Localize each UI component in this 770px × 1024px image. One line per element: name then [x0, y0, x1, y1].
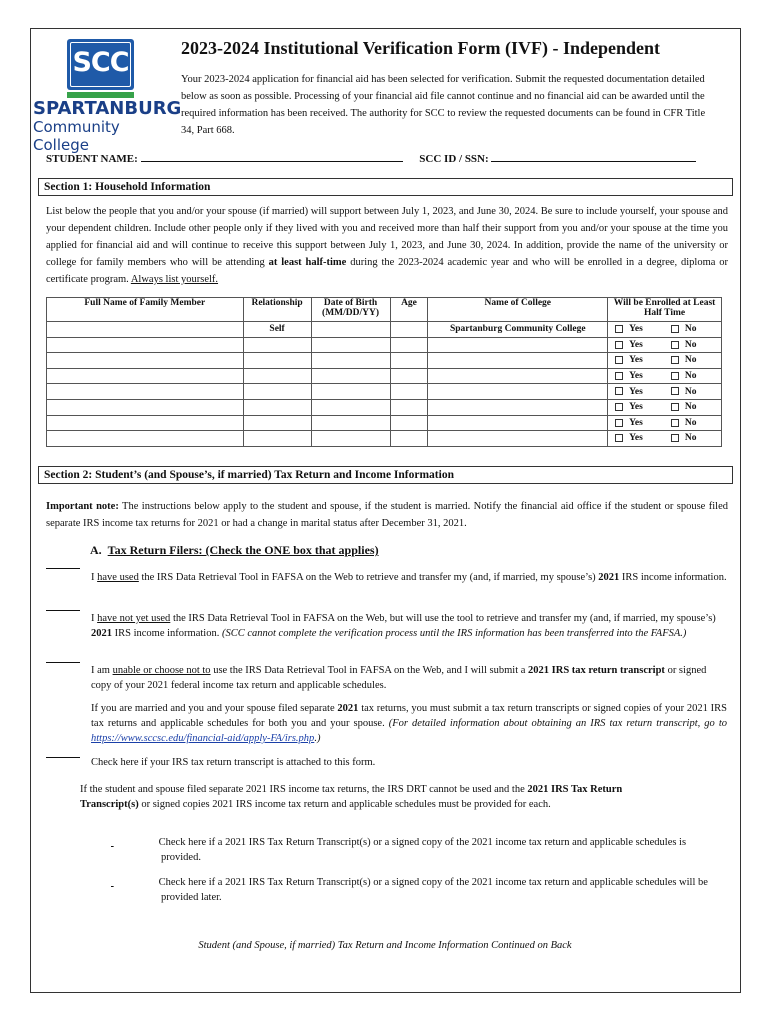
attached-text: Check here if your IRS tax return transcript is attached to this form. [91, 757, 376, 768]
important-note: Important note: The instructions below apply to the student and spouse, if the student is married. Notify the financial aid office if the student or spouse filed separate IRS income tax returns for 2021 or had a change in marital status after December 31, 2021. [46, 501, 728, 529]
yes-checkbox[interactable] [615, 341, 623, 349]
provided-blank[interactable] [136, 835, 156, 850]
col-enrolled: Will be Enrolled at Least Half Time [608, 298, 722, 322]
option2-text: I have not yet used the IRS Data Retrieval Tool in FAFSA on the Web, but will use the tool to retrieve and transfer my (and, if married, my spouse’s) 2021 IRS income information. (SCC cannot complete the verification process until the IRS information has been transferred into the FAFSA.) [91, 613, 716, 639]
attached-blank[interactable] [46, 757, 80, 758]
col-age: Age [390, 298, 428, 322]
continued-footer: Student (and Spouse, if married) Tax Return and Income Information Continued on Back [198, 940, 572, 951]
option1-text: I have used the IRS Data Retrieval Tool in FAFSA on the Web to retrieve and transfer my (and, if married, my spouse’s) 2021 IRS income information. [91, 572, 727, 583]
yes-checkbox[interactable] [615, 403, 623, 411]
option3-text: I am unable or choose not to use the IRS Data Retrieval Tool in FAFSA on the Web, and I will submit a 2021 IRS tax return transcript or signed copy of your 2021 federal income tax return and applicable schedules. [91, 665, 707, 691]
section1-heading: Section 1: Household Information [38, 178, 733, 196]
scc-id-field[interactable] [491, 150, 696, 162]
household-table [46, 297, 722, 447]
table-row: Yes No [47, 399, 722, 415]
option1-blank[interactable] [46, 568, 80, 569]
no-checkbox[interactable] [671, 403, 679, 411]
option3-blank[interactable] [46, 662, 80, 663]
yes-checkbox[interactable] [615, 387, 623, 395]
no-checkbox[interactable] [671, 325, 679, 333]
col-full-name: Full Name of Family Member [47, 298, 244, 322]
provided-text: Check here if a 2021 IRS Tax Return Transcript(s) or a signed copy of the 2021 income tax return and applicable schedules is provided. [136, 835, 726, 865]
yes-checkbox[interactable] [615, 372, 623, 380]
irs-transcript-link[interactable]: https://www.sccsc.edu/financial-aid/apply-FA/irs.php [91, 733, 315, 744]
table-row: Yes No [47, 353, 722, 369]
later-blank[interactable] [136, 875, 156, 890]
scc-logo: SCC SPARTANBURG Community College [33, 36, 179, 136]
yes-checkbox[interactable] [615, 419, 623, 427]
col-college: Name of College [428, 298, 608, 322]
intro-paragraph: Your 2023-2024 application for financial aid has been selected for verification. Submit the requested documentation detailed below as soon as possible. Processing of your financial aid file cannot continue and no financial aid can be awarded until the required information has been received. The authority for SCC to review the requested documents can be found in CFR Title 34, Part 668. [181, 74, 706, 136]
no-checkbox[interactable] [671, 372, 679, 380]
table-row: Yes No [47, 431, 722, 447]
later-text: Check here if a 2021 IRS Tax Return Transcript(s) or a signed copy of the 2021 income tax return and applicable schedules will be provided later. [136, 875, 726, 905]
table-row: Yes No [47, 384, 722, 400]
household-instructions: List below the people that you and/or your spouse (if married) will support between July 1, 2023, and June 30, 2024. Be sure to include yourself, your spouse and your dependent children. Include other people only if they lived with you and received more than half their support from you and/or your spouse at the time you applied for financial aid and will continue to receive this support between July 1, 2023, and June 30, 2024. In addition, provide the name of the university or college for family members who will be attending at least half-time during the 2023-2024 academic year and who will be enrolled in a degree, diploma or certificate program. Always list yourself. [46, 206, 729, 285]
form-title: 2023-2024 Institutional Verification Form (IVF) - Independent [181, 38, 661, 58]
subheading-a: A. Tax Return Filers: (Check the ONE box that applies) [90, 543, 379, 557]
married-separate-text: If you are married and you and your spouse filed separate 2021 tax returns, you must submit a tax return transcripts or signed copies of your 2021 IRS tax returns and applicable schedules for both you and your spouse. (For detailed information about obtaining an IRS tax return transcript, go to https://www.sccsc.edu/financial-aid/apply-FA/irs.php.) [91, 703, 727, 744]
col-dob: Date of Birth (MM/DD/YY) [311, 298, 390, 322]
col-relationship: Relationship [243, 298, 311, 322]
option2-blank[interactable] [46, 610, 80, 611]
yes-checkbox[interactable] [615, 325, 623, 333]
yes-checkbox[interactable] [615, 434, 623, 442]
no-checkbox[interactable] [671, 341, 679, 349]
section2-heading: Section 2: Student’s (and Spouse’s, if married) Tax Return and Income Information [38, 466, 733, 484]
table-row: Yes No [47, 368, 722, 384]
no-checkbox[interactable] [671, 356, 679, 364]
no-checkbox[interactable] [671, 434, 679, 442]
table-row: Self Spartanburg Community College Yes No [47, 322, 722, 338]
student-name-field[interactable] [141, 150, 403, 162]
table-row: Yes No [47, 415, 722, 431]
no-checkbox[interactable] [671, 387, 679, 395]
table-row: Yes No [47, 337, 722, 353]
no-checkbox[interactable] [671, 419, 679, 427]
yes-checkbox[interactable] [615, 356, 623, 364]
separate-returns-text: If the student and spouse filed separate 2021 IRS income tax returns, the IRS DRT cannot be used and the 2021 IRS Tax Return Transcript(s) or signed copies 2021 IRS income tax return and applicable schedules must be provided for each. [80, 784, 623, 810]
student-id-line: STUDENT NAME: SCC ID / SSN: [46, 150, 696, 165]
